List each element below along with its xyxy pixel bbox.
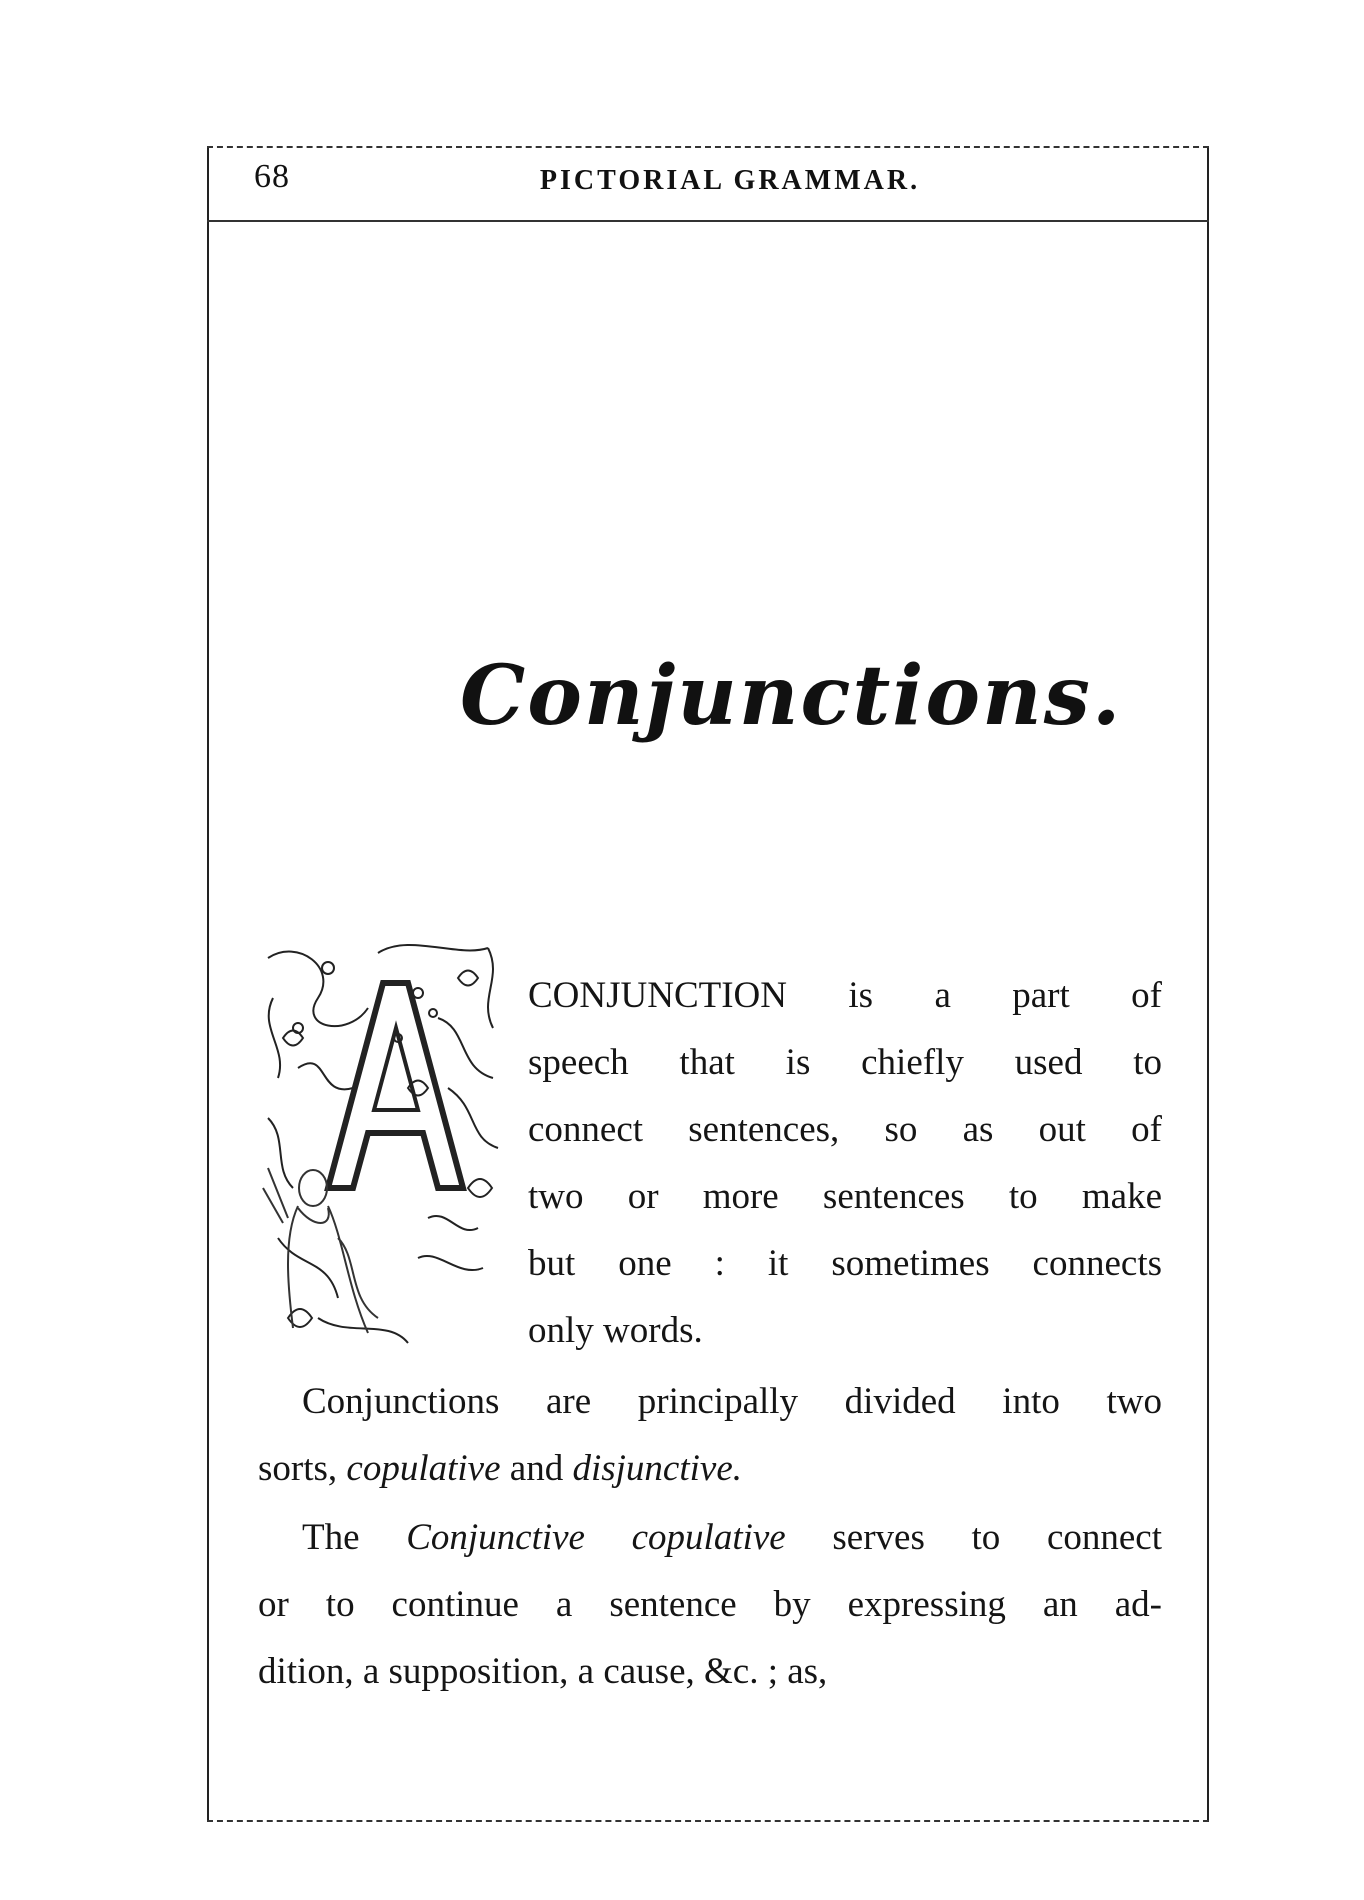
para3-line-2: or to continue a sentence by expressing an ad- — [258, 1584, 1162, 1625]
bottom-rule — [207, 1820, 1209, 1822]
para3-the: The — [302, 1517, 360, 1558]
intro-line-4: two or more sentences to make — [528, 1176, 1162, 1217]
term-disjunctive: disjunctive. — [572, 1448, 742, 1489]
ornamental-drop-cap — [258, 938, 506, 1350]
para3-line1-rest: serves to connect — [832, 1517, 1162, 1558]
para2-line-1: Conjunctions are principally divided into two — [302, 1381, 1162, 1422]
para3-line-1 — [258, 1504, 1162, 1571]
header-rule — [207, 220, 1209, 222]
intro-paragraph — [528, 962, 1162, 1364]
chapter-title: Conjunctions. — [460, 648, 1123, 744]
intro-line-1: CONJUNCTION is a part of — [528, 975, 1162, 1016]
intro-line-2: speech that is chiefly used to — [528, 1042, 1162, 1083]
intro-line-3: connect sentences, so as out of — [528, 1109, 1162, 1150]
para2-sorts: sorts, — [258, 1448, 338, 1489]
term-copulative: copulative — [346, 1448, 501, 1489]
intro-line-5: but one : it sometimes connects — [528, 1243, 1162, 1284]
running-head: PICTORIAL GRAMMAR. — [539, 165, 921, 196]
para2-and: and — [509, 1448, 564, 1489]
para3-line-3: dition, a supposition, a cause, &c. ; as, — [258, 1651, 828, 1692]
paragraph-conjunctive-copulative — [258, 1504, 1162, 1705]
para2-line-2 — [258, 1435, 1162, 1502]
paragraph-conjunction-sorts — [258, 1368, 1162, 1502]
page-number: 68 — [254, 158, 290, 195]
term-conjunctive-copulative: Conjunctive copulative — [406, 1517, 786, 1558]
intro-line-6: only words. — [528, 1310, 703, 1351]
